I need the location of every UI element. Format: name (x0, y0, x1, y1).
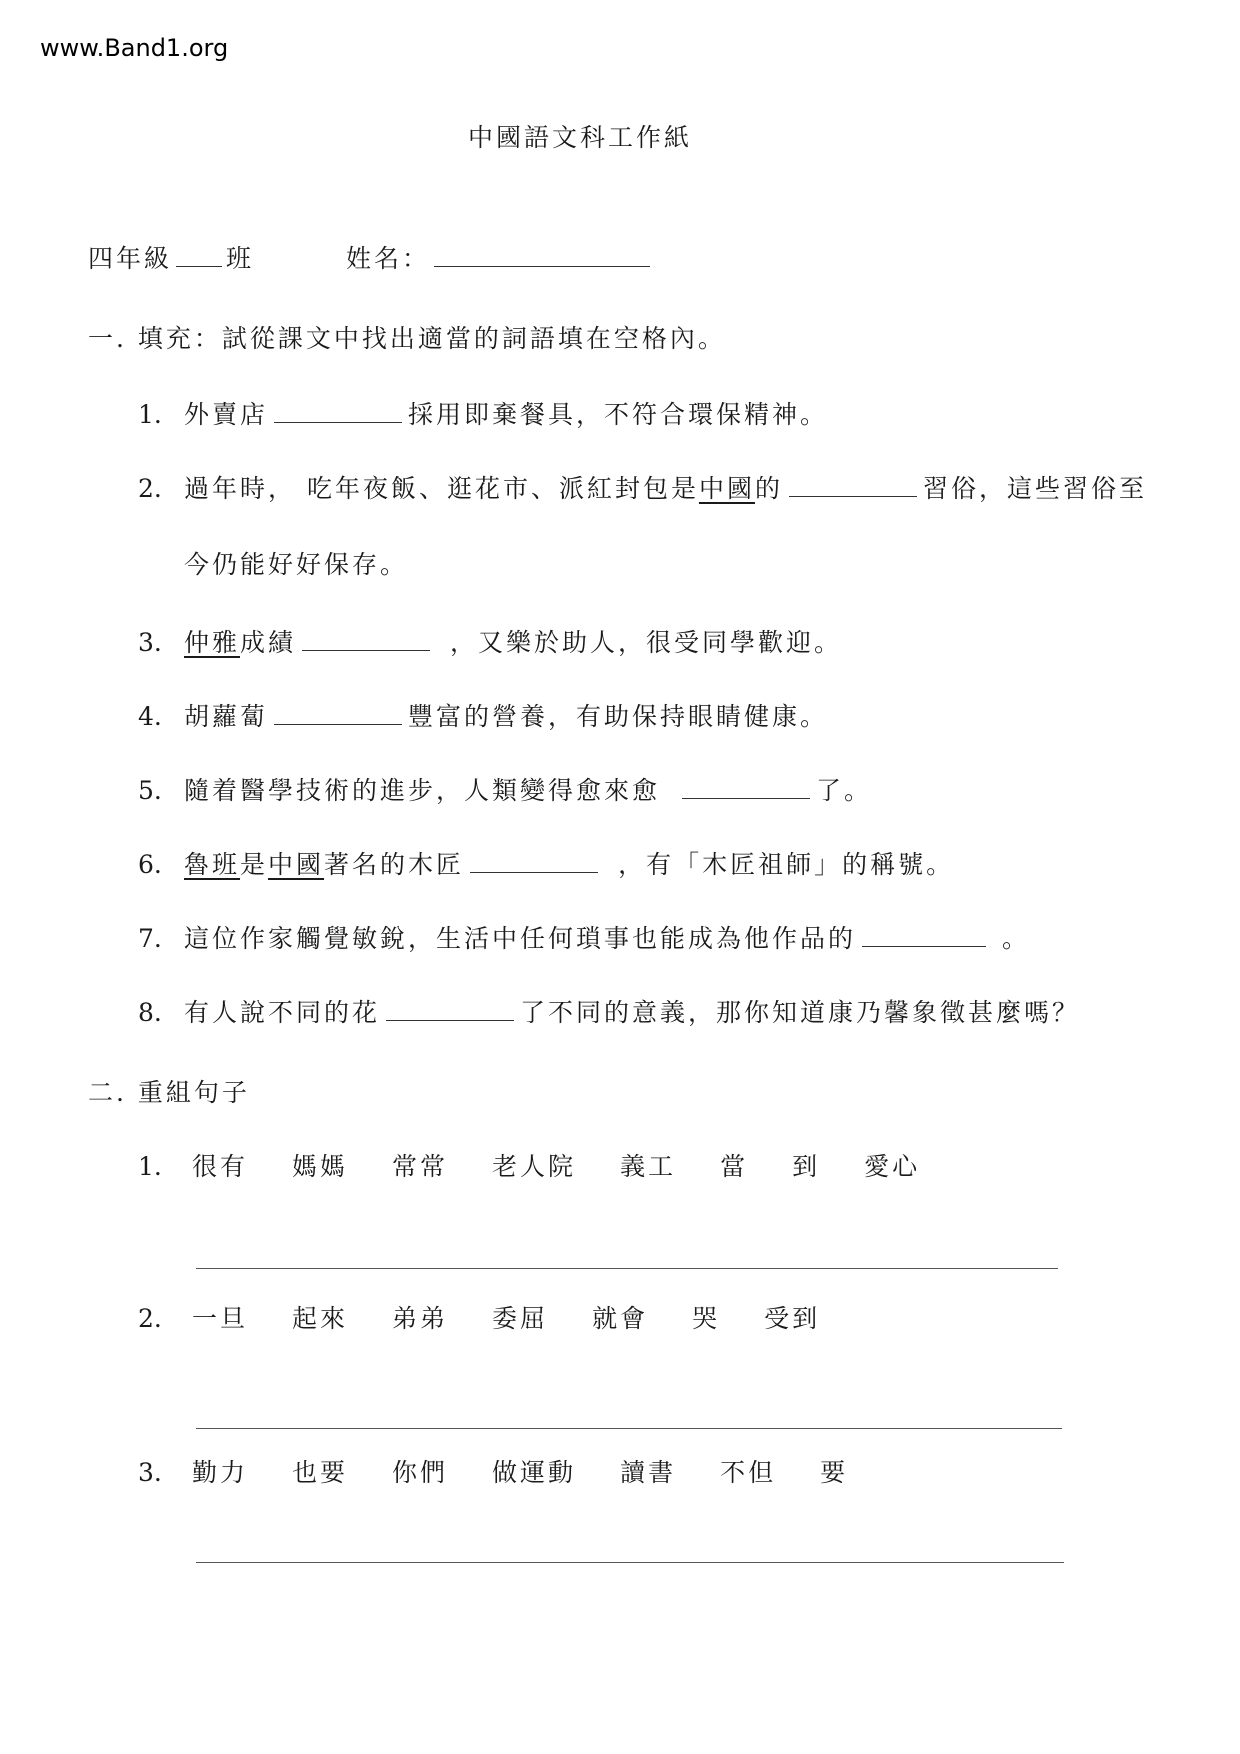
page-title: 中國語文科工作紙 (467, 123, 692, 152)
word-card: 愛心 (864, 1152, 921, 1181)
answer-blank[interactable] (862, 922, 986, 947)
word-card: 義工 (620, 1152, 677, 1181)
word-card: 要 (820, 1458, 849, 1487)
question-text: 的 (754, 474, 783, 503)
word-card: 弟弟 (392, 1304, 449, 1333)
word-card: 受到 (764, 1304, 821, 1333)
class-label: 班 (226, 244, 255, 273)
site-watermark: www.Band1.org (40, 34, 229, 62)
reorder-question-2 (138, 1302, 864, 1336)
question-text: 了。 (816, 776, 873, 805)
question-text: 過年時， 吃年夜飯、逛花市、派紅封包是 (184, 474, 699, 503)
question-number: 4. (138, 702, 162, 731)
answer-line[interactable] (196, 1428, 1062, 1429)
question-text: 了不同的意義，那你知道康乃馨象徵甚麼嗎？ (520, 998, 1081, 1027)
grade-label: 四年級 (88, 244, 173, 273)
name-blank[interactable] (434, 242, 650, 267)
word-card: 你們 (392, 1458, 449, 1487)
word-card: 很有 (192, 1152, 249, 1181)
word-card: 當 (720, 1152, 749, 1181)
answer-blank[interactable] (789, 472, 917, 497)
word-card: 做運動 (492, 1458, 577, 1487)
question-5 (138, 774, 872, 808)
answer-line[interactable] (196, 1268, 1058, 1269)
question-6 (138, 848, 954, 882)
word-card: 哭 (692, 1304, 721, 1333)
section2-heading: 二. 重組句子 (88, 1078, 250, 1107)
section1-heading: 一. 填充：試從課文中找出適當的詞語填在空格內。 (88, 324, 726, 353)
question-text: 採用即棄餐具，不符合環保精神。 (408, 400, 829, 429)
question-text: 豐富的營養，有助保持眼睛健康。 (408, 702, 829, 731)
word-card: 勤力 (192, 1458, 249, 1487)
question-number: 2. (138, 474, 162, 503)
question-number: 3. (138, 1458, 162, 1487)
student-info-row (88, 242, 654, 276)
question-text: 成績 (240, 628, 297, 657)
question-text: 胡蘿蔔 (184, 702, 269, 731)
proper-noun: 仲雅 (184, 628, 241, 657)
answer-blank[interactable] (302, 626, 430, 651)
question-3 (138, 626, 842, 660)
question-number: 8. (138, 998, 162, 1027)
question-number: 3. (138, 628, 162, 657)
question-4 (138, 700, 828, 734)
word-card: 到 (792, 1152, 821, 1181)
question-1 (138, 398, 828, 432)
question-text: ，有「木匠祖師」的稱號。 (618, 850, 955, 879)
proper-noun: 中國 (698, 474, 755, 503)
word-card: 委屈 (492, 1304, 549, 1333)
question-number: 1. (138, 1152, 162, 1181)
question-2 (138, 472, 1147, 506)
answer-line[interactable] (196, 1562, 1064, 1563)
question-text: 這位作家觸覺敏銳，生活中任何瑣事也能成為他作品的 (184, 924, 857, 953)
answer-blank[interactable] (274, 398, 402, 423)
word-card: 媽媽 (292, 1152, 349, 1181)
question-7 (138, 922, 1030, 956)
proper-noun: 魯班 (184, 850, 241, 879)
name-label: 姓名： (345, 244, 430, 273)
question-number: 2. (138, 1304, 162, 1333)
question-text: 習俗，這些習俗至 (922, 474, 1147, 503)
word-card: 常常 (392, 1152, 449, 1181)
reorder-question-1 (138, 1150, 964, 1184)
proper-noun: 中國 (268, 850, 325, 879)
question-text: 是 (240, 850, 269, 879)
word-card: 老人院 (492, 1152, 577, 1181)
answer-blank[interactable] (470, 848, 598, 873)
question-8 (138, 996, 1080, 1030)
question-text: 有人說不同的花 (184, 998, 381, 1027)
word-card: 不但 (720, 1458, 777, 1487)
question-text: 著名的木匠 (324, 850, 465, 879)
question-text: 隨着醫學技術的進步，人類變得愈來愈 (184, 776, 661, 805)
word-card: 讀書 (620, 1458, 677, 1487)
word-card: 起來 (292, 1304, 349, 1333)
word-card: 一旦 (192, 1304, 249, 1333)
answer-blank[interactable] (386, 996, 514, 1021)
word-card: 也要 (292, 1458, 349, 1487)
question-number: 1. (138, 400, 162, 429)
question-text: 。 (1002, 924, 1031, 953)
answer-blank[interactable] (274, 700, 402, 725)
class-blank[interactable] (176, 242, 222, 267)
question-2-continued: 今仍能好好保存。 (184, 550, 409, 579)
question-number: 6. (138, 850, 162, 879)
question-number: 5. (138, 776, 162, 805)
question-number: 7. (138, 924, 162, 953)
reorder-question-3 (138, 1456, 892, 1490)
question-text: 外賣店 (184, 400, 269, 429)
answer-blank[interactable] (682, 774, 810, 799)
word-card: 就會 (592, 1304, 649, 1333)
question-text: ，又樂於助人，很受同學歡迎。 (450, 628, 843, 657)
